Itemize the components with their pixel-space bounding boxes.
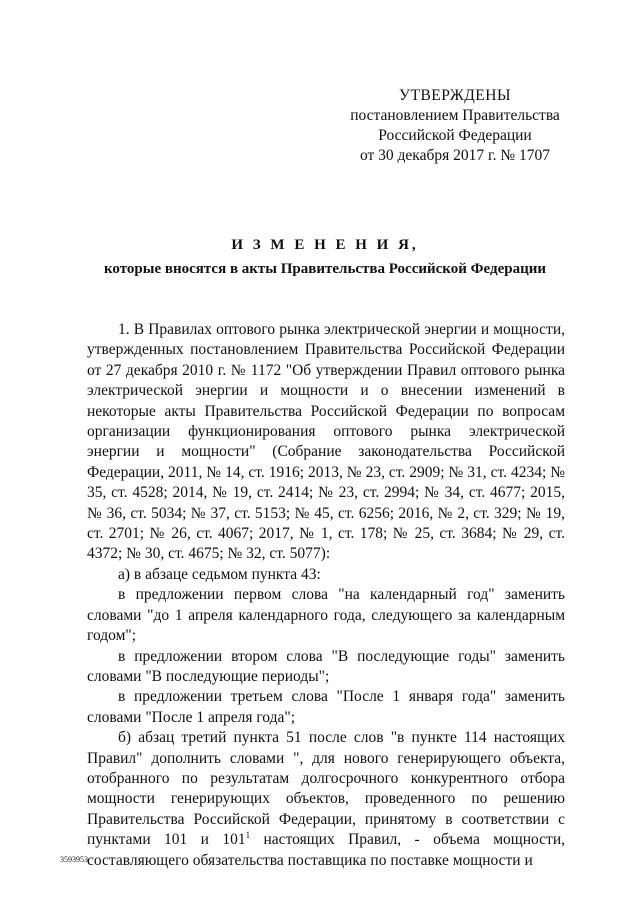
paragraph-1: 1. В Правилах оптового рынка электрической энергии и мощности, утвержденных постановлением Правительства Российской Федерации от 27 декабря 2010 г. № 1172 "Об утверждении Правил оптового рынка электрической энергии и мощности и о внесении изменений в некоторые акты Правительства Российской Федерации по вопросам организации функционирования оптового рынка электрической энергии и мощности" (Собрание законодательства Российской Федерации, 2011, № 14, ст. 1916; 2013, № 23, ст. 2909; № 31, ст. 4234; № 35, ст. 4528; 2014, № 19, ст. 2414; № 23, ст. 2994; № 34, ст. 4677; 2015, № 36, ст. 5034; № 37, ст. 5153; № 45, ст. 6256; 2016, № 2, ст. 329; № 19, ст. 2701; № 26, ст. 4067; 2017, № 1, ст. 178; № 25, ст. 3684; № 29, ст. 4372; № 30, ст. 4675; № 32, ст. 5077): (87, 321, 565, 563)
approval-line-3: от 30 декабря 2017 г. № 1707 (359, 147, 551, 164)
document-subtitle: которые вносятся в акты Правительства Российской Федерации (103, 261, 547, 277)
approval-line-2: Российской Федерации (378, 127, 532, 144)
paragraph-2: а) в абзаце седьмом пункта 43: (118, 565, 321, 583)
document-code: 3593953 (60, 855, 88, 864)
approval-block (330, 86, 580, 166)
paragraph-6-part-2: настоящих Правил, - объема мощности, составляющего обязательства поставщика по поставке мощности и (87, 831, 565, 869)
superscript-number: 1 (245, 830, 251, 840)
paragraph-6-part-1: б) абзац третий пункта 51 после слов "в пункте 114 настоящих Правил" дополнить словами ", для нового генерирующего объекта, отобранного по результатам долгосрочного конкурентного отбора мощности генерирующих объектов, проведенного по решению Правительства Российской Федерации, принятому в соответствии с пунктами 101 и 101 (87, 729, 565, 849)
document-body (87, 320, 565, 871)
document-title: И З М Е Н Е Н И Я, (231, 237, 419, 253)
paragraph-3: в предложении первом слова "на календарный год" заменить словами "до 1 апреля календарного года, следующего за календарным годом"; (87, 586, 565, 645)
approval-line-1: постановлением Правительства (350, 107, 560, 124)
paragraph-4: в предложении втором слова "В последующие годы" заменить словами "В последующие периоды"; (87, 647, 565, 685)
approval-title: УТВЕРЖДЕНЫ (399, 87, 511, 104)
paragraph-5: в предложении третьем слова "После 1 января года" заменить словами "После 1 апреля года"; (87, 688, 565, 726)
paragraph-6 (87, 728, 565, 871)
